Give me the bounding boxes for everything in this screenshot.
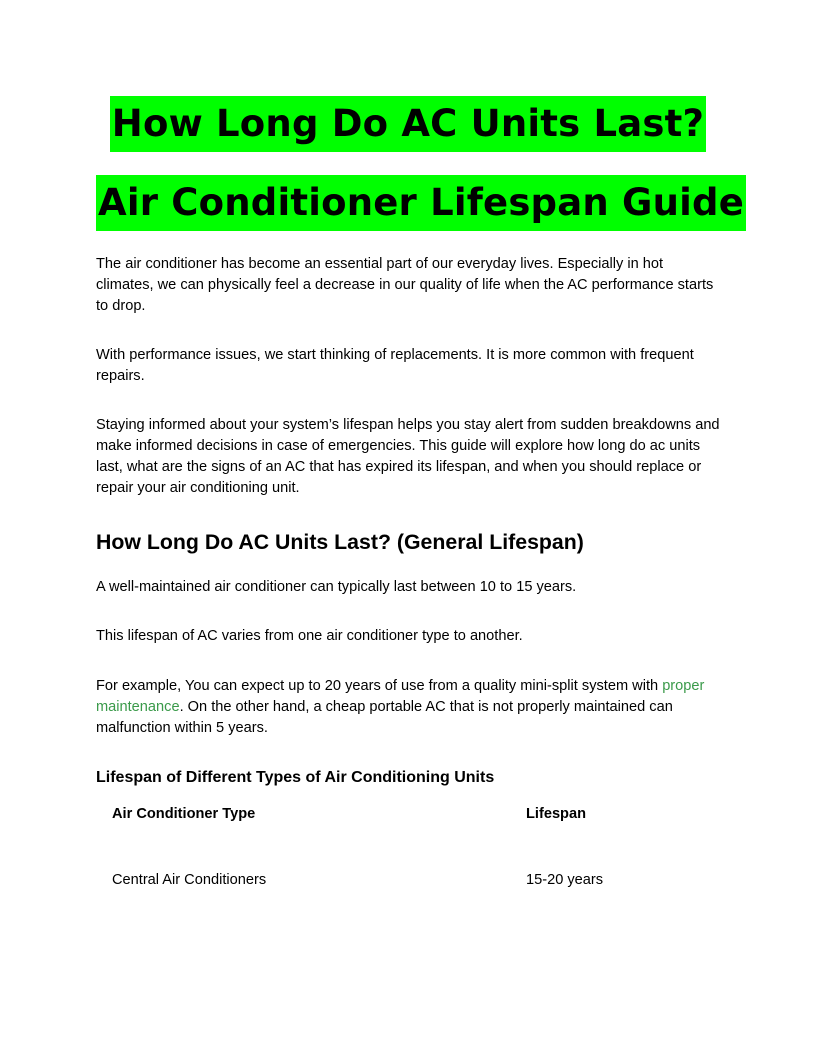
intro-paragraph-2: With performance issues, we start thinking of replacements. It is more common with frequent repairs. <box>96 347 694 384</box>
paragraph-text-before-link: For example, You can expect up to 20 years of use from a quality mini-split system with <box>96 678 663 694</box>
subsection-heading-types: Lifespan of Different Types of Air Conditioning Units <box>96 769 495 786</box>
intro-paragraph-1: The air conditioner has become an essential part of our everyday lives. Especially in hot climates, we can physically feel a decrease in our quality of life when the AC performance starts to drop. <box>96 256 714 314</box>
intro-paragraph-3: Staying informed about your system’s lifespan helps you stay alert from sudden breakdowns and make informed decisions in case of emergencies. This guide will explore how long do ac units last, what are the signs of an AC that has expired its lifespan, and when you should replace or repair your air conditioning unit. <box>96 417 720 496</box>
page-title-line-2: Air Conditioner Lifespan Guide <box>96 175 746 231</box>
section-paragraph-2: This lifespan of AC varies from one air conditioner type to another. <box>96 628 523 644</box>
page-title-line-1: How Long Do AC Units Last? <box>110 96 706 152</box>
section-heading-general-lifespan: How Long Do AC Units Last? (General Lifespan) <box>96 530 584 554</box>
table-cell-lifespan: 15-20 years <box>526 872 604 888</box>
table-cell-type: Central Air Conditioners <box>112 872 267 888</box>
title-line-2-wrap <box>96 175 745 231</box>
title-line-1-wrap <box>96 96 720 152</box>
section-paragraph-3 <box>96 676 720 739</box>
paragraph-text-after-link: . On the other hand, a cheap portable AC that is not properly maintained can malfunction within 5 years. <box>96 699 673 736</box>
table-header-type: Air Conditioner Type <box>112 806 256 822</box>
table-header-lifespan: Lifespan <box>526 806 587 822</box>
section-paragraph-1: A well-maintained air conditioner can typically last between 10 to 15 years. <box>96 579 577 595</box>
proper-maintenance-link[interactable]: proper maintenance <box>96 678 705 715</box>
